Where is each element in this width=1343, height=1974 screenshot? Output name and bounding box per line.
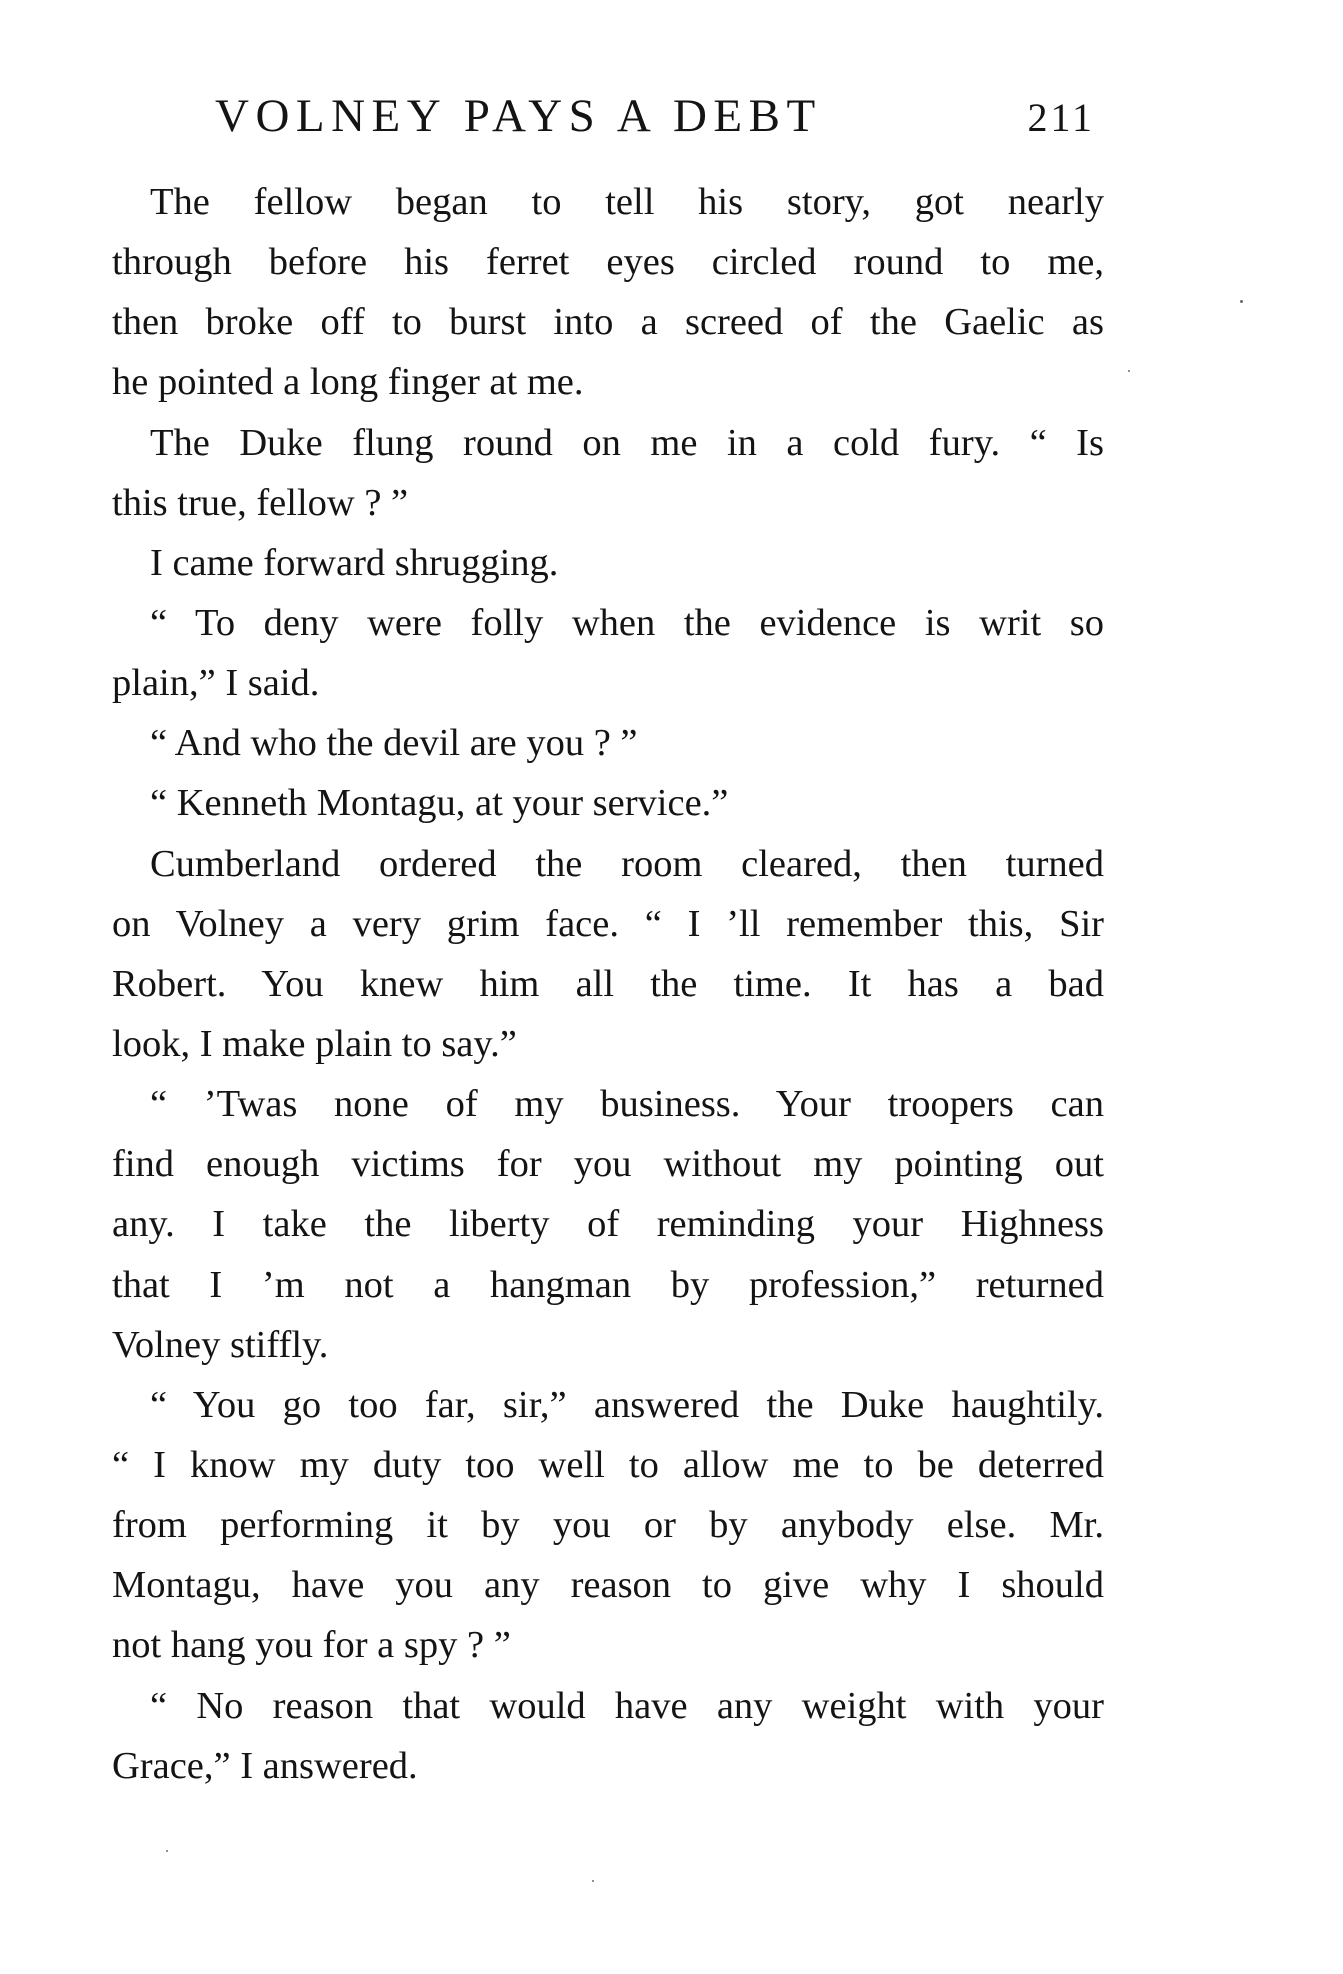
- text-line: Robert. You knew him all the time. It has a bad: [112, 962, 1104, 1005]
- text-line: “ And who the devil are you ? ”: [150, 722, 638, 765]
- page-number: 211: [1027, 95, 1095, 140]
- paper-speck: [166, 1850, 168, 1852]
- text-line: I came forward shrugging.: [150, 541, 559, 584]
- chapter-title: VOLNEY PAYS A DEBT: [215, 90, 822, 142]
- text-line: Volney stiffly.: [112, 1323, 329, 1366]
- paper-speck: [592, 1880, 594, 1882]
- text-line: that I ’m not a hangman by profession,” returned: [112, 1263, 1104, 1306]
- text-line: then broke off to burst into a screed of the Gaelic as: [112, 301, 1104, 344]
- text-line: “ To deny were folly when the evidence is writ so: [150, 601, 1104, 644]
- text-line: “ Kenneth Montagu, at your service.”: [150, 782, 729, 825]
- text-line: not hang you for a spy ? ”: [112, 1624, 511, 1667]
- text-line: Montagu, have you any reason to give why I should: [112, 1564, 1104, 1607]
- text-line: “ I know my duty too well to allow me to be deterred: [112, 1443, 1104, 1486]
- text-line: “ You go too far, sir,” answered the Duke haughtily.: [150, 1383, 1104, 1426]
- text-line: Grace,” I answered.: [112, 1744, 418, 1787]
- paper-speck: [1128, 370, 1130, 372]
- text-line: The Duke flung round on me in a cold fury. “ Is: [150, 421, 1104, 464]
- text-line: this true, fellow ? ”: [112, 481, 409, 524]
- text-line: find enough victims for you without my pointing out: [112, 1143, 1104, 1186]
- text-line: any. I take the liberty of reminding your Highness: [112, 1203, 1104, 1246]
- text-line: look, I make plain to say.”: [112, 1022, 517, 1065]
- text-line: The fellow began to tell his story, got nearly: [150, 181, 1104, 223]
- text-line: plain,” I said.: [112, 662, 320, 705]
- text-line: from performing it by you or by anybody else. Mr.: [112, 1504, 1104, 1547]
- text-line: on Volney a very grim face. “ I ’ll remember this, Sir: [112, 902, 1104, 945]
- text-line: “ ’Twas none of my business. Your troopers can: [150, 1083, 1104, 1126]
- text-line: Cumberland ordered the room cleared, then turned: [150, 842, 1104, 885]
- body-text: [112, 172, 1104, 1796]
- text-line: he pointed a long finger at me.: [112, 361, 584, 404]
- paper-speck: [1240, 300, 1243, 303]
- running-head: [215, 86, 1095, 146]
- text-line: “ No reason that would have any weight with your: [150, 1684, 1104, 1727]
- text-line: through before his ferret eyes circled round to me,: [112, 241, 1104, 284]
